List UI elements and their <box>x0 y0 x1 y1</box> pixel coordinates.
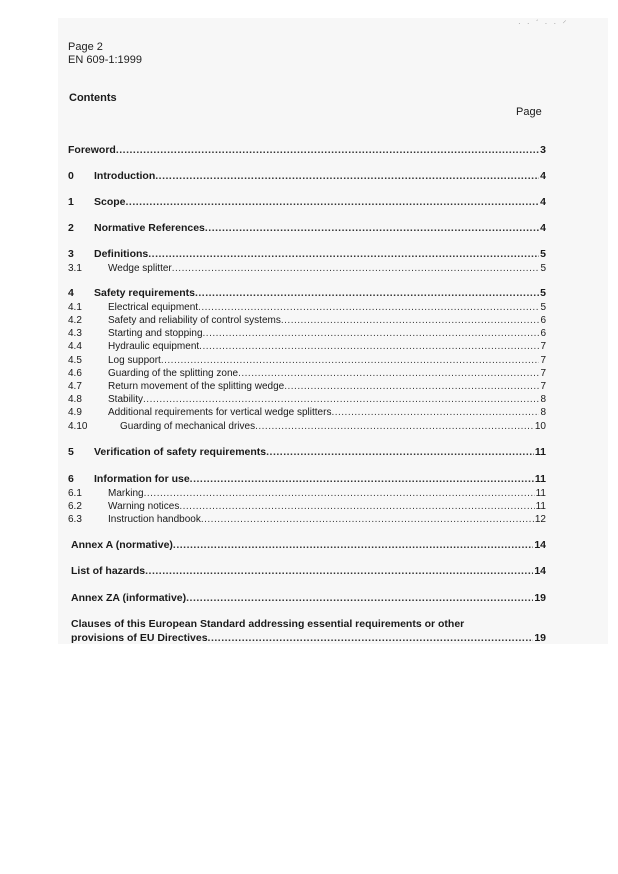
toc-entry-title: Scope <box>94 196 126 208</box>
toc-entry-number: 4.2 <box>68 315 82 326</box>
toc-entry-number: 4.4 <box>68 341 82 352</box>
toc-entry-page: 11 <box>535 501 546 512</box>
toc-entry <box>68 327 546 340</box>
toc-entry <box>68 618 546 631</box>
toc-entry-page: 14 <box>534 565 546 577</box>
toc-entry-number: 5 <box>68 446 74 458</box>
toc-entry-page: 8 <box>540 407 546 418</box>
scan-artifact: · · ˊ · · ⸍ <box>518 19 569 28</box>
dot-leader <box>198 301 539 314</box>
dot-leader <box>148 248 539 261</box>
dot-leader <box>195 287 539 300</box>
toc-entry-page: 3 <box>540 144 546 156</box>
toc-entry-number: 4.1 <box>68 302 82 313</box>
toc-entry-title: Information for use <box>94 473 190 485</box>
toc-entry <box>68 565 546 578</box>
toc-entry-title: Definitions <box>94 248 149 260</box>
page-number: Page 2 <box>68 41 103 53</box>
toc-entry-page: 5 <box>540 248 546 260</box>
toc-entry-number: 2 <box>68 222 74 234</box>
dot-leader <box>238 367 539 380</box>
toc-entry-title: provisions of EU Directives <box>71 632 208 644</box>
toc-entry-number: 6 <box>68 473 74 485</box>
dot-leader <box>173 539 533 552</box>
toc-entry-number: 4.8 <box>68 394 82 405</box>
dot-leader <box>331 406 539 419</box>
toc-entry <box>68 354 546 367</box>
toc-entry-number: 6.2 <box>68 501 82 512</box>
toc-entry-number: 0 <box>68 170 74 182</box>
toc-entry <box>68 513 546 526</box>
dot-leader <box>199 340 539 353</box>
toc-entry-number: 1 <box>68 196 74 208</box>
dot-leader <box>203 327 540 340</box>
toc-entry-page: 6 <box>540 328 546 339</box>
toc-entry-page: 4 <box>540 196 546 208</box>
dot-leader <box>155 170 539 183</box>
toc-entry-title: Guarding of mechanical drives <box>120 421 256 432</box>
dot-leader <box>190 473 534 486</box>
dot-leader <box>186 592 533 605</box>
toc-entry-page: 11 <box>534 446 546 458</box>
dot-leader <box>205 222 539 235</box>
dot-leader <box>255 420 534 433</box>
toc-entry-title: Additional requirements for vertical wedge splitters <box>108 407 332 418</box>
toc-entry-title: Wedge splitter <box>108 263 172 274</box>
standard-id: EN 609-1:1999 <box>68 54 142 66</box>
toc-entry <box>68 539 546 552</box>
toc-entry-title: Clauses of this European Standard addressing essential requirements or other <box>71 618 465 630</box>
toc-entry <box>68 420 546 433</box>
toc-entry-page: 8 <box>540 394 546 405</box>
toc-entry-title: Normative References <box>94 222 205 234</box>
dot-leader <box>161 354 540 367</box>
toc-entry-number: 3 <box>68 248 74 260</box>
toc-entry-title: Introduction <box>94 170 156 182</box>
toc-entry <box>68 367 546 380</box>
toc-entry <box>68 500 546 513</box>
toc-entry-title: Guarding of the splitting zone <box>108 368 239 379</box>
toc-entry-title: Instruction handbook <box>108 514 201 525</box>
toc-entry <box>68 446 546 459</box>
toc-entry-page: 5 <box>540 263 546 274</box>
toc-entry-title: Marking <box>108 488 144 499</box>
dot-leader <box>208 632 534 645</box>
dot-leader <box>281 314 540 327</box>
toc-entry <box>68 222 546 235</box>
dot-leader <box>201 513 534 526</box>
toc-entry-page: 11 <box>535 488 546 499</box>
toc-entry <box>68 196 546 209</box>
toc-entry-number: 6.1 <box>68 488 82 499</box>
page-column-label: Page <box>516 106 542 118</box>
toc-entry-page: 7 <box>540 355 546 366</box>
page-header <box>68 41 142 67</box>
contents-title: Contents <box>69 92 117 104</box>
toc-entry-page: 4 <box>540 170 546 182</box>
toc-entry-page: 5 <box>540 302 546 313</box>
toc-entry-page: 7 <box>540 381 546 392</box>
toc-entry-number: 4.10 <box>68 421 88 432</box>
toc-entry-page: 19 <box>534 632 546 644</box>
toc-entry-title: Electrical equipment <box>108 302 199 313</box>
toc-entry-title: List of hazards <box>71 565 146 577</box>
toc-entry <box>68 314 546 327</box>
toc-entry-number: 4.6 <box>68 368 82 379</box>
toc-entry-title: Safety requirements <box>94 287 195 299</box>
toc-entry-title: Foreword <box>68 144 116 156</box>
toc-entry-page: 11 <box>534 473 546 485</box>
toc-entry <box>68 287 546 300</box>
toc-entry-title: Return movement of the splitting wedge <box>108 381 285 392</box>
toc-entry-title: Annex A (normative) <box>71 539 173 551</box>
toc-entry-title: Annex ZA (informative) <box>71 592 187 604</box>
toc-entry <box>68 406 546 419</box>
toc-entry-title: Hydraulic equipment <box>108 341 200 352</box>
toc-entry-number: 4.9 <box>68 407 82 418</box>
toc-entry-number: 6.3 <box>68 514 82 525</box>
dot-leader <box>266 446 534 459</box>
dot-leader <box>172 262 540 275</box>
toc-entry <box>68 473 546 486</box>
toc-entry-number: 3.1 <box>68 263 82 274</box>
dot-leader <box>179 500 534 513</box>
toc-entry <box>68 487 546 500</box>
dot-leader <box>143 393 539 406</box>
dot-leader <box>145 565 533 578</box>
toc-entry-number: 4 <box>68 287 74 299</box>
toc-entry <box>68 632 546 645</box>
toc-entry-page: 19 <box>534 592 546 604</box>
toc-entry <box>68 144 546 157</box>
toc-entry-page: 7 <box>540 368 546 379</box>
toc-entry-title: Verification of safety requirements <box>94 446 267 458</box>
toc-entry <box>68 301 546 314</box>
toc-entry <box>68 170 546 183</box>
toc-entry-page: 12 <box>534 514 546 525</box>
toc-entry <box>68 380 546 393</box>
dot-leader <box>126 196 540 209</box>
toc-entry-title: Starting and stopping <box>108 328 203 339</box>
toc-entry-page: 6 <box>540 315 546 326</box>
dot-leader <box>284 380 539 393</box>
toc-entry-number: 4.5 <box>68 355 82 366</box>
dot-leader <box>144 487 535 500</box>
toc-entry-number: 4.3 <box>68 328 82 339</box>
toc-entry-page: 4 <box>540 222 546 234</box>
dot-leader <box>116 144 539 157</box>
toc-entry-page: 5 <box>540 287 546 299</box>
toc-entry-title: Log support <box>108 355 161 366</box>
toc-entry <box>68 248 546 261</box>
toc-entry <box>68 340 546 353</box>
toc-entry-page: 14 <box>534 539 546 551</box>
toc-entry <box>68 393 546 406</box>
toc-entry-title: Safety and reliability of control systems <box>108 315 281 326</box>
toc-entry-title: Warning notices <box>108 501 180 512</box>
toc-entry-page: 10 <box>534 421 546 432</box>
toc-entry-page: 7 <box>540 341 546 352</box>
toc-entry-number: 4.7 <box>68 381 82 392</box>
toc-entry <box>68 262 546 275</box>
toc-entry-title: Stability <box>108 394 144 405</box>
toc-entry <box>68 592 546 605</box>
